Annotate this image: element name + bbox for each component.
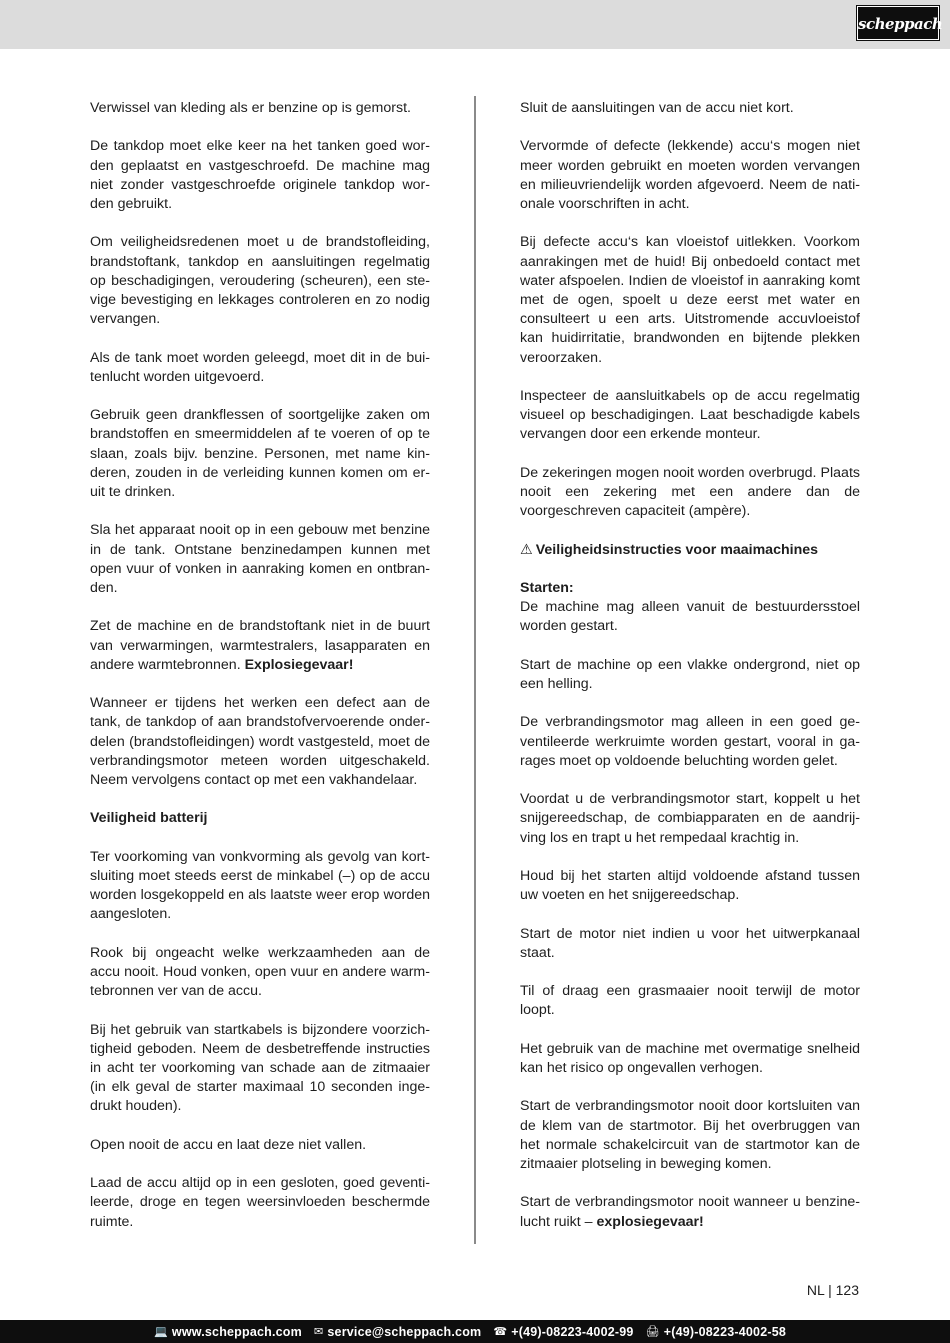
paragraph (520, 579, 860, 637)
phone-number: +(49)-08223-4002-99 (511, 1324, 634, 1339)
paragraph: Voordat u de verbrandingsmotor start, koppelt u het snijgereedschap, de combiapparaten en de aandrijving los en trapt u het rempedaal krachtig in. (520, 791, 860, 846)
phone-icon: ☎ (493, 1326, 508, 1338)
paragraph-text: Zet de machine en de brandstoftank niet in de buurt van verwarmingen, warmtestralers, lasapparaten en andere warmtebronnen. (90, 618, 430, 673)
footer-web[interactable] (154, 1325, 302, 1339)
paragraph: Houd bij het starten altijd voldoende afstand tussen uw voeten en het snijgereedschap. (520, 867, 860, 904)
left-column (90, 99, 430, 1251)
fax-number: +(49)-08223-4002-58 (663, 1324, 787, 1339)
website-link[interactable]: www.scheppach.com (171, 1324, 302, 1339)
paragraph: Gebruik geen drankflessen of soortgelijke zaken om brandstoffen en smeermiddelen af te voeren of op te slaan, zoals bijv. benzine. Personen, met name kinderen, zouden in de verleiding kunnen komen om eruit te drinken. (90, 407, 430, 500)
paragraph: Wanneer er tijdens het werken een defect aan de tank, de tankdop of aan brandstofvervoerende onderdelen (brandstofleidingen) wordt vastgesteld, moet de verbrandingsmotor meteen worden uitgeschakeld. Neem vervolgens contact op met een vakhandelaar. (90, 695, 430, 788)
explosion-warning: Explosiegevaar! (244, 656, 354, 673)
page-number: NL | 123 (806, 1282, 859, 1298)
paragraph: Om veiligheidsredenen moet u de brandstofleiding, brandstoftank, tankdop en aansluitingen regelmatig op beschadigingen, veroudering (scheuren), een stevige bevestiging en lekkages controleren en zo nodig vervangen. (90, 234, 430, 328)
paragraph: Laad de accu altijd op in een gesloten, goed geventileerde, droge en tegen weersinvloeden beschermde ruimte. (90, 1175, 430, 1230)
email-link[interactable]: service@scheppach.com (327, 1324, 482, 1339)
paragraph: Als de tank moet worden geleegd, moet dit in de buitenlucht worden uitgevoerd. (90, 349, 430, 385)
paragraph: Sluit de aansluitingen van de accu niet kort. (520, 100, 794, 116)
footer-bar (0, 1320, 950, 1343)
paragraph: De tankdop moet elke keer na het tanken goed worden geplaatst en vastgeschroefd. De machine mag niet zonder vastgeschroefde originele tankdop worden gebruikt. (90, 138, 430, 212)
paragraph-text: De machine mag alleen vanuit de bestuurdersstoel worden gestart. (520, 599, 860, 635)
heading-text: Veiligheidsinstructies voor maaimachines (535, 541, 819, 558)
explosion-warning: explosiegevaar! (596, 1213, 704, 1230)
paragraph: Open nooit de accu en laat deze niet vallen. (90, 1136, 367, 1153)
section-heading-mowers (520, 541, 860, 560)
paragraph (90, 617, 430, 675)
paragraph: Bij defecte accu‘s kan vloeistof uitlekken. Voorkom aanrakingen met de huid! Bij onbedoeld contact met water afspoelen. Indien de vloeistof in aanraking komt met de ogen, spoelt u deze eerst met water en consulteert u een arts. Uitstromende accuvloeistof kan huidirritatie, brandwonden en bijtende plekken veroorzaken. (520, 234, 860, 366)
paragraph: Verwissel van kleding als er benzine op is gemorst. (90, 100, 411, 116)
paragraph (520, 1193, 860, 1231)
paragraph: De verbrandingsmotor mag alleen in een goed geventileerde werkruimte worden gestart, vooral in garages moet op voldoende beluchting worden gelet. (520, 714, 860, 769)
paragraph: Start de motor niet indien u voor het uitwerpkanaal staat. (520, 925, 860, 961)
footer-email[interactable] (314, 1325, 481, 1339)
paragraph: Bij het gebruik van startkabels is bijzondere voorzichtigheid geboden. Neem de desbetreffende instructies in acht ter voorkoming van schade aan de zitmaaier (in elk geval de starter maximaal 10 seconden ingedrukt houden). (90, 1021, 430, 1115)
paragraph: Inspecteer de aansluitkabels op de accu regelmatig visueel op beschadigingen. Laat beschadigde kabels vervangen door een erkende monteur. (520, 388, 860, 443)
warning-triangle-icon: ⚠ (520, 541, 533, 558)
paragraph: Sla het apparaat nooit op in een gebouw met benzine in de tank. Ontstane benzinedampen kunnen met open vuur of vonken in aanraking komen en ontbranden. (90, 522, 430, 596)
fax-icon: 🖨 (645, 1326, 660, 1338)
paragraph-text: Start de verbrandingsmotor nooit wanneer u benzinelucht ruikt – (520, 1194, 860, 1230)
paragraph: Ter voorkoming van vonkvorming als gevolg van kortsluiting moet steeds eerst de minkabel (–) op de accu worden losgekoppeld en als laatste weer erop worden aangesloten. (90, 848, 430, 923)
right-column (520, 99, 860, 1251)
header-bar (0, 0, 950, 49)
section-heading-battery: Veiligheid batterij (90, 810, 208, 827)
subheading-start: Starten: (520, 579, 574, 596)
paragraph: De zekeringen mogen nooit worden overbrugd. Plaats nooit een zekering met een andere dan de voorgeschreven capaciteit (ampère). (520, 464, 860, 520)
footer-phone (493, 1325, 633, 1339)
paragraph: Start de verbrandingsmotor nooit door kortsluiten van de klem van de startmotor. Bij het overbruggen van het normale schakelcircuit van de startmotor kan de zitmaaier plotseling in beweging komen. (520, 1098, 860, 1172)
computer-icon: 💻 (154, 1326, 168, 1338)
paragraph: Til of draag een grasmaaier nooit terwijl de motor loopt. (520, 983, 860, 1019)
paragraph: Vervormde of defecte (lekkende) accu‘s mogen niet meer worden gebruikt en moeten worden vervangen en milieuvriendelijk worden afgevoerd. Neem de nationale voorschriften in acht. (520, 138, 860, 212)
mail-icon: ✉ (313, 1326, 324, 1338)
footer-contact (154, 1320, 786, 1343)
scheppach-logo: scheppach (857, 6, 939, 40)
paragraph: Start de machine op een vlakke ondergrond, niet op een helling. (520, 656, 860, 692)
paragraph: Rook bij ongeacht welke werkzaamheden aan de accu nooit. Houd vonken, open vuur en andere warmtebronnen ver van de accu. (90, 944, 430, 1000)
footer-fax (646, 1325, 786, 1339)
paragraph: Het gebruik van de machine met overmatige snelheid kan het risico op ongevallen verhogen. (520, 1040, 860, 1076)
column-divider (474, 96, 476, 1244)
